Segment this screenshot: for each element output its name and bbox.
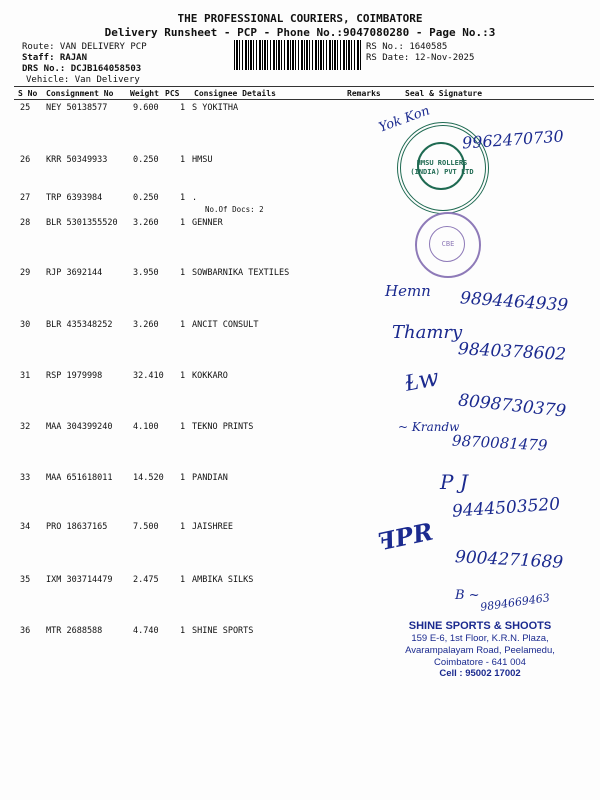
cbe-stamp-text: CBE — [441, 240, 455, 248]
row-pcs: 1 — [180, 218, 186, 228]
row-weight: 9.600 — [133, 103, 159, 113]
row-consignment-no: KRR 50349933 — [46, 155, 108, 165]
header-rule-top — [14, 86, 594, 87]
signature-35: B ~ — [455, 588, 480, 603]
row-sno: 36 — [20, 626, 31, 636]
runsheet-subtitle: Delivery Runsheet - PCP - Phone No.:9047080280 - Page No.:3 — [104, 26, 496, 39]
row-pcs: 1 — [180, 522, 186, 532]
signature-34: ꟻPR — [375, 516, 436, 557]
row-consignment-no: MTR 2688588 — [46, 626, 103, 636]
row-consignee: GENNER — [192, 218, 223, 228]
row-sno: 35 — [20, 575, 31, 585]
rs-number: RS No.: 1640585 — [366, 42, 448, 52]
row-consignee: KOKKARO — [192, 371, 228, 381]
phone-33: 9444503520 — [451, 494, 561, 522]
col-consignment: Consignment No — [46, 89, 114, 98]
row-consignment-no: TRP 6393984 — [46, 193, 103, 203]
row-consignment-no: BLR 5301355520 — [46, 218, 118, 228]
row-consignee: AMBIKA SILKS — [192, 575, 254, 585]
row-docs-note: No.Of Docs: 2 — [205, 205, 264, 214]
phone-32a: 8098730379 — [457, 390, 567, 422]
row-consignee: ANCIT CONSULT — [192, 320, 259, 330]
row-weight: 0.250 — [133, 193, 159, 203]
row-consignment-no: BLR 435348252 — [46, 320, 113, 330]
row-sno: 27 — [20, 193, 31, 203]
shine-stamp-line1: 159 E-6, 1st Floor, K.R.N. Plaza, — [411, 633, 549, 644]
row-consignment-no: MAA 304399240 — [46, 422, 113, 432]
staff-label: Staff: RAJAN — [22, 53, 88, 63]
header-rule-bottom — [14, 99, 594, 100]
row-pcs: 1 — [180, 473, 186, 483]
phone-35: 9894669463 — [479, 591, 551, 614]
row-consignee: JAISHREE — [192, 522, 233, 532]
row-pcs: 1 — [180, 103, 186, 113]
col-details: Consignee Details — [194, 89, 276, 98]
phone-32b: 9870081479 — [451, 431, 548, 455]
row-weight: 2.475 — [133, 575, 159, 585]
row-pcs: 1 — [180, 155, 186, 165]
signature-29: Hemn — [385, 282, 431, 300]
shine-stamp-name: SHINE SPORTS & SHOOTS — [408, 620, 552, 632]
row-sno: 33 — [20, 473, 31, 483]
row-weight: 7.500 — [133, 522, 159, 532]
row-sno: 32 — [20, 422, 31, 432]
row-pcs: 1 — [180, 371, 186, 381]
phone-34: 9004271689 — [454, 547, 564, 573]
col-sno: S No — [18, 89, 38, 98]
signature-30: Thamry — [392, 322, 463, 343]
row-pcs: 1 — [180, 626, 186, 636]
col-remarks: Remarks — [347, 89, 381, 98]
rs-date: RS Date: 12-Nov-2025 — [366, 53, 475, 63]
row-consignee: TEKNO PRINTS — [192, 422, 254, 432]
row-consignment-no: PRO 18637165 — [46, 522, 108, 532]
row-pcs: 1 — [180, 268, 186, 278]
shine-stamp-line2: Avarampalayam Road, Peelamedu, — [405, 645, 555, 656]
row-consignment-no: IXM 303714479 — [46, 575, 113, 585]
col-weight: Weight — [130, 89, 159, 98]
row-sno: 30 — [20, 320, 31, 330]
route-label: Route: VAN DELIVERY PCP — [22, 42, 147, 52]
row-sno: 34 — [20, 522, 31, 532]
row-consignee: SHINE SPORTS — [192, 626, 254, 636]
row-consignee: . — [192, 193, 198, 203]
cbe-stamp — [415, 212, 481, 278]
row-consignee: HMSU — [192, 155, 213, 165]
drs-number: DRS No.: DCJB164058503 — [22, 64, 142, 74]
col-seal: Seal & Signature — [405, 89, 483, 98]
signature-31: Ɫw — [402, 363, 441, 397]
row-weight: 3.260 — [133, 320, 159, 330]
shine-stamp-line3: Coimbatore - 641 004 — [434, 657, 526, 668]
row-sno: 29 — [20, 268, 31, 278]
row-weight: 32.410 — [133, 371, 164, 381]
row-weight: 3.260 — [133, 218, 159, 228]
phone-30: 9840378602 — [457, 339, 567, 365]
hmsu-stamp-text: HMSU ROLLERS (INDIA) PVT LTD — [410, 159, 474, 176]
row-pcs: 1 — [180, 575, 186, 585]
col-pcs: PCS — [165, 89, 180, 98]
row-consignee: SOWBARNIKA TEXTILES — [192, 268, 290, 278]
vehicle-label: Vehicle: Van Delivery — [26, 75, 140, 85]
row-consignee: PANDIAN — [192, 473, 228, 483]
barcode — [234, 40, 361, 70]
row-consignment-no: RJP 3692144 — [46, 268, 103, 278]
row-pcs: 1 — [180, 320, 186, 330]
phone-25: 9962470730 — [461, 126, 565, 153]
row-consignment-no: RSP 1979998 — [46, 371, 103, 381]
row-weight: 0.250 — [133, 155, 159, 165]
row-weight: 3.950 — [133, 268, 159, 278]
row-sno: 26 — [20, 155, 31, 165]
row-sno: 28 — [20, 218, 31, 228]
shine-stamp-line4: Cell : 95002 17002 — [439, 668, 521, 679]
row-consignment-no: NEY 50138577 — [46, 103, 108, 113]
row-consignee: S YOKITHA — [192, 103, 239, 113]
signature-32: ~ Krandw — [398, 420, 460, 434]
signature-33: P J — [440, 470, 468, 494]
row-pcs: 1 — [180, 422, 186, 432]
row-weight: 14.520 — [133, 473, 164, 483]
row-sno: 25 — [20, 103, 31, 113]
page-title: THE PROFESSIONAL COURIERS, COIMBATORE — [177, 12, 423, 25]
row-weight: 4.740 — [133, 626, 159, 636]
row-consignment-no: MAA 651618011 — [46, 473, 113, 483]
row-weight: 4.100 — [133, 422, 159, 432]
signature-25: Yok Kon — [377, 103, 432, 136]
phone-29: 9894464939 — [459, 288, 569, 316]
row-pcs: 1 — [180, 193, 186, 203]
row-sno: 31 — [20, 371, 31, 381]
